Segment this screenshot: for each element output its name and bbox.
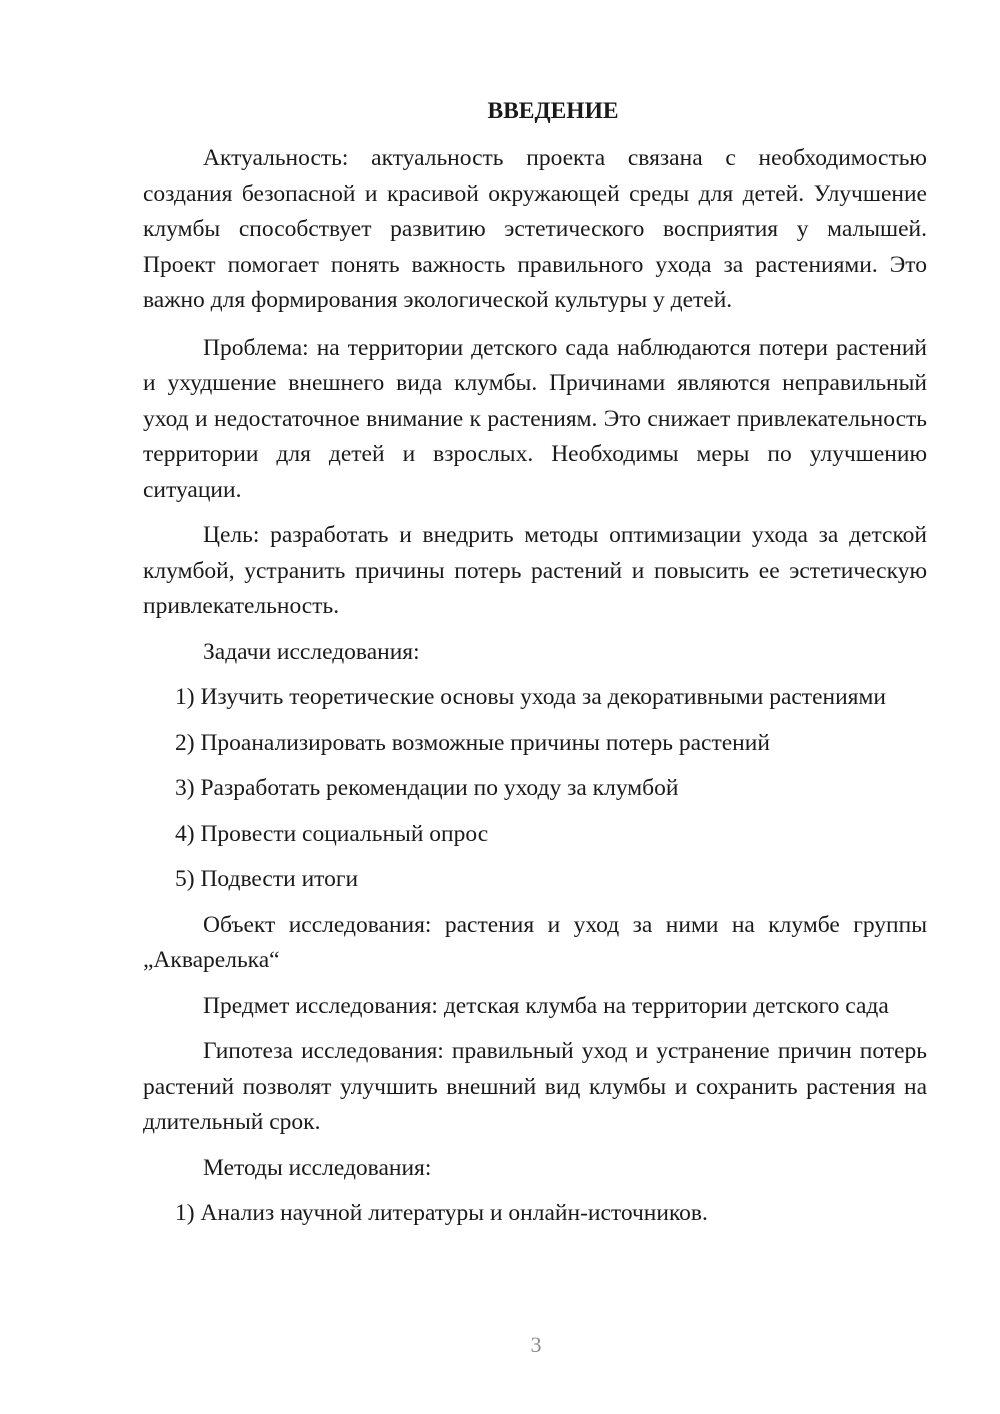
goal-paragraph: Цель: разработать и внедрить методы оптимизации ухода за детской клумбой, устранить причины потерь растений и повысить ее эстетическую привлекательность. xyxy=(143,522,927,619)
tasks-title: Задачи исследования: xyxy=(203,638,420,665)
subject-paragraph: Предмет исследования: детская клумба на территории детского сада xyxy=(203,992,889,1019)
problem-paragraph: Проблема: на территории детского сада наблюдаются потери растений и ухудшение внешнего вида клумбы. Причинами являются неправильный уход и недостаточное внимание к растениям. Это снижает привлекательность территории для детей и взрослых. Необходимы меры по улучшению ситуации. xyxy=(143,334,927,503)
object-paragraph: Объект исследования: растения и уход за ними на клумбе группы „Акварелька“ xyxy=(143,911,927,973)
method-item: 1) Анализ научной литературы и онлайн-источников. xyxy=(175,1200,708,1226)
methods-list xyxy=(143,1196,927,1232)
methods-title: Методы исследования: xyxy=(203,1154,432,1181)
task-item: 5) Подвести итоги xyxy=(175,866,359,892)
page-number: 3 xyxy=(530,1332,542,1357)
hypothesis-paragraph: Гипотеза исследования: правильный уход и устранение причин потерь растений позволят улучшить внешний вид клумбы и сохранить растения на длительный срок. xyxy=(143,1038,927,1135)
task-item: 1) Изучить теоретические основы ухода за декоративными растениями xyxy=(175,684,886,710)
task-item: 3) Разработать рекомендации по уходу за клумбой xyxy=(175,775,679,801)
section-heading: ВВЕДЕНИЕ xyxy=(487,98,619,124)
task-item: 4) Провести социальный опрос xyxy=(175,820,489,847)
task-item: 2) Проанализировать возможные причины потерь растений xyxy=(175,729,770,756)
relevance-paragraph: Актуальность: актуальность проекта связана с необходимостью создания безопасной и красивой окружающей среды для детей. Улучшение клумбы способствует развитию эстетического восприятия у малышей. Проект помогает понять важность правильного ухода за растениями. Это важно для формирования экологической культуры у детей. xyxy=(143,145,927,313)
page-content xyxy=(143,93,927,1242)
tasks-list xyxy=(143,680,927,898)
